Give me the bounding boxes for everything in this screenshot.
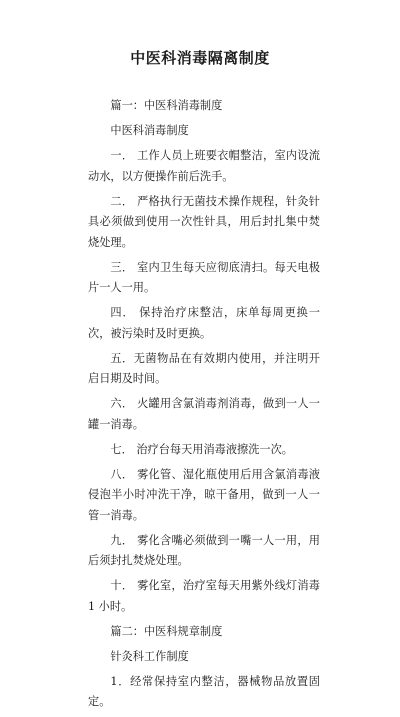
rule-paragraph: 六． 火罐用含氯消毒剂消毒，做到一人一罐一消毒。 [88, 397, 320, 431]
rule-paragraph: 二． 严格执行无菌技术操作规程，针灸针具必须做到使用一次性针具，用后封扎集中焚烧处理。 [88, 194, 320, 249]
rule-paragraph: 三． 室内卫生每天应彻底清扫。每天电极片一人一用。 [88, 260, 320, 294]
rule-paragraph: 七． 治疗台每天用消毒液擦洗一次。 [110, 442, 293, 456]
section-subheading: 中医科消毒制度 [110, 124, 189, 137]
document-body [88, 96, 320, 717]
rule-paragraph: 九． 雾化含嘴必须做到一嘴一人一用，用后须封扎焚烧处理。 [88, 533, 320, 567]
rule-paragraph: 十． 雾化室，治疗室每天用紫外线灯消毒 1 小时。 [88, 579, 320, 613]
section-subheading: 针灸科工作制度 [110, 649, 189, 663]
rule-paragraph: 八． 雾化管、湿化瓶使用后用含氯消毒液侵泡半小时冲洗干净，晾干备用，做到一人一管一消毒。 [88, 467, 320, 522]
rule-paragraph: 四． 保持治疗床整洁，床单每周更换一次，被污染时及时更换。 [88, 306, 320, 340]
rule-paragraph: 五．无菌物品在有效期内使用，并注明开启日期及时间。 [88, 351, 320, 385]
section-heading: 篇一：中医科消毒制度 [110, 99, 223, 112]
rule-paragraph: 1．经常保持室内整洁，器械物品放置固定。 [88, 674, 320, 708]
section-heading: 篇二：中医科规章制度 [110, 624, 223, 638]
document-title: 中医科消毒隔离制度 [130, 49, 270, 67]
rule-paragraph: 一． 工作人员上班要衣帽整洁，室内设流动水，以方便操作前后洗手。 [88, 149, 320, 183]
